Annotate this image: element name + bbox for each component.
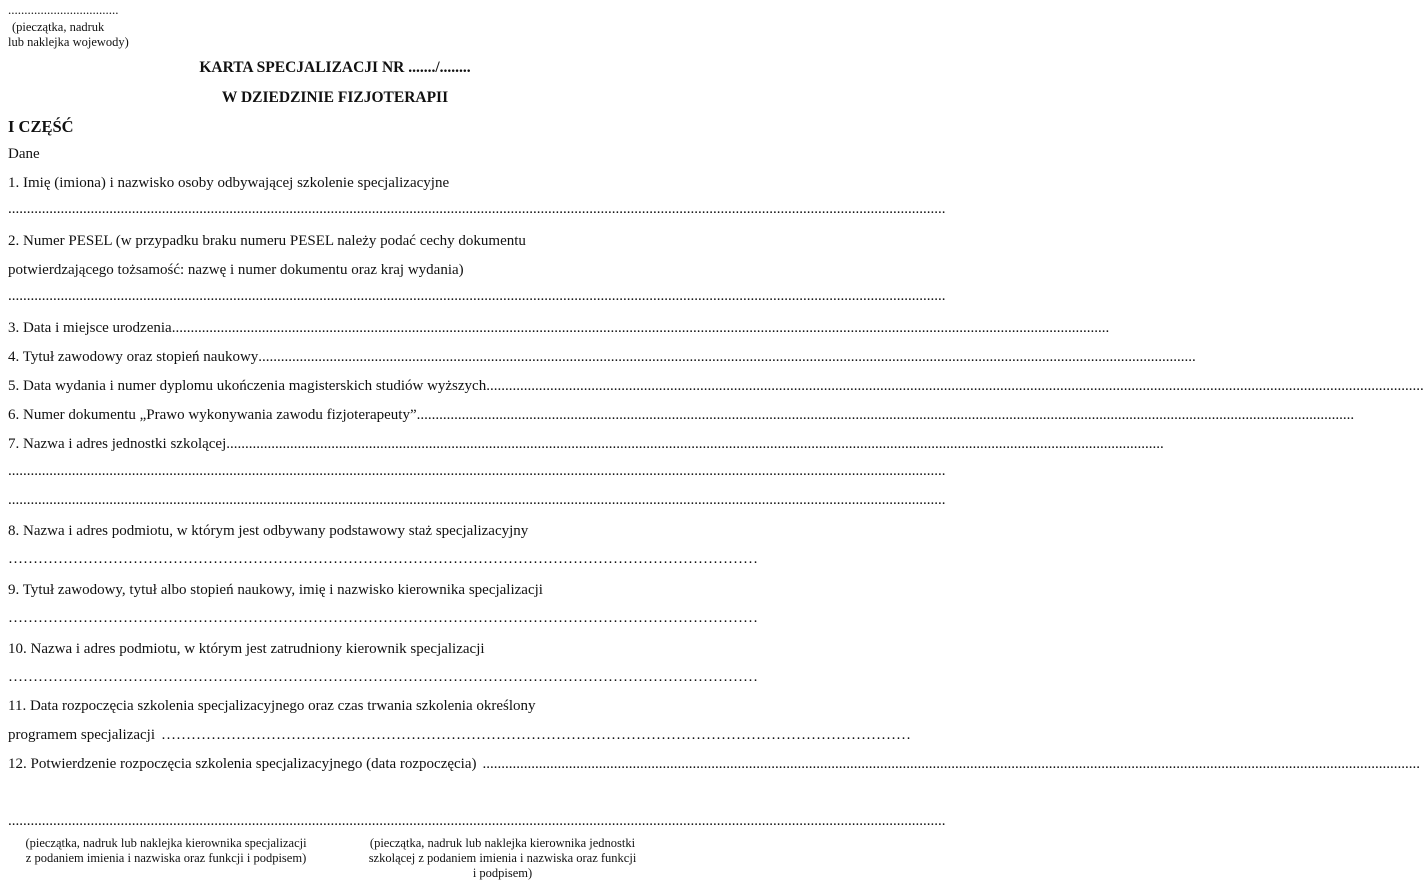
item-7-label: 7. Nazwa i adres jednostki szkolącej — [8, 436, 227, 452]
item-12-label: 12. Potwierdzenie rozpoczęcia szkolenia specjalizacyjnego (data rozpoczęcia) — [8, 756, 477, 772]
item-7-fill[interactable]: .......................................................................................................................................................................................................................................................... — [226, 436, 1164, 452]
signature-right-caption — [340, 836, 665, 881]
item-4-fill[interactable]: .......................................................................................................................................................................................................................................................... — [258, 349, 1196, 365]
item-1-fill-line[interactable]: .......................................................................................................................................................................................................................................................... — [8, 201, 946, 217]
signature-left-caption — [6, 836, 326, 866]
item-7-row — [8, 436, 1164, 453]
item-6-row — [8, 407, 1355, 424]
item-12-row — [8, 756, 1421, 773]
signature-dotted-line[interactable]: .......................................................................................................................................................................................................................................................... — [8, 813, 946, 829]
item-6-fill[interactable]: .......................................................................................................................................................................................................................................................... — [416, 407, 1355, 423]
stamp-dotted-line: .................................. — [8, 2, 119, 17]
stamp-caption-line1: (pieczątka, nadruk — [12, 20, 105, 34]
item-11-label-line1: 11. Data rozpoczęcia szkolenia specjalizacyjnego oraz czas trwania szkolenia określony — [8, 698, 536, 714]
item-12-fill[interactable]: .......................................................................................................................................................................................................................................................... — [482, 756, 1421, 772]
item-11-fill[interactable]: …………………………………………………………………………………………………………………………………… — [161, 727, 912, 743]
signature-left-caption-line1: (pieczątka, nadruk lub naklejka kierownika specjalizacji — [25, 836, 307, 850]
item-3-row — [8, 320, 1110, 337]
item-3-fill[interactable]: .......................................................................................................................................................................................................................................................... — [171, 320, 1110, 336]
document-subtitle: W DZIEDZINIE FIZJOTERAPII — [221, 89, 449, 106]
item-4-row — [8, 349, 1196, 366]
item-9-label: 9. Tytuł zawodowy, tytuł albo stopień naukowy, imię i nazwisko kierownika specjalizacji — [8, 582, 543, 598]
item-4-label: 4. Tytuł zawodowy oraz stopień naukowy — [8, 349, 259, 365]
item-11-label-line2: programem specjalizacji — [8, 727, 156, 743]
item-7-fill-line-2[interactable]: .......................................................................................................................................................................................................................................................... — [8, 463, 946, 479]
item-11-row-2 — [8, 727, 912, 744]
item-10-label: 10. Nazwa i adres podmiotu, w którym jest zatrudniony kierownik specjalizacji — [8, 641, 485, 657]
stamp-caption-line2: lub naklejka wojewody) — [8, 35, 129, 49]
signature-left-caption-line2: z podaniem imienia i nazwiska oraz funkcji i podpisem) — [25, 851, 307, 865]
item-2-fill-line[interactable]: .......................................................................................................................................................................................................................................................... — [8, 288, 946, 304]
item-7-fill-line-3[interactable]: .......................................................................................................................................................................................................................................................... — [8, 492, 946, 508]
item-1-label: 1. Imię (imiona) i nazwisko osoby odbywającej szkolenie specjalizacyjne — [8, 175, 450, 191]
signature-right-caption-line1: (pieczątka, nadruk lub naklejka kierownika jednostki — [369, 836, 636, 850]
item-3-label: 3. Data i miejsce urodzenia — [8, 320, 172, 336]
item-2-label-line1: 2. Numer PESEL (w przypadku braku numeru PESEL należy podać cechy dokumentu — [8, 233, 526, 249]
item-8-label: 8. Nazwa i adres podmiotu, w którym jest odbywany podstawowy staż specjalizacyjny — [8, 523, 529, 539]
item-10-fill-line[interactable]: …………………………………………………………………………………………………………………………………… — [8, 669, 758, 685]
item-2-label-line2: potwierdzającego tożsamość: nazwę i numer dokumentu oraz kraj wydania) — [8, 262, 464, 278]
item-6-label: 6. Numer dokumentu „Prawo wykonywania zawodu fizjoterapeuty” — [8, 407, 417, 423]
signature-right-caption-line2: szkolącej z podaniem imienia i nazwiska oraz funkcji — [368, 851, 637, 865]
item-5-fill[interactable]: .......................................................................................................................................................................................................................................................... — [486, 378, 1424, 394]
item-5-row — [8, 378, 1424, 395]
document-title: KARTA SPECJALIZACJI NR ......./........ — [199, 59, 471, 76]
item-8-fill-line[interactable]: …………………………………………………………………………………………………………………………………… — [8, 551, 758, 567]
item-9-fill-line[interactable]: …………………………………………………………………………………………………………………………………… — [8, 610, 758, 626]
item-5-label: 5. Data wydania i numer dyplomu ukończenia magisterskich studiów wyższych — [8, 378, 487, 394]
signature-right-caption-line3: i podpisem) — [472, 866, 533, 880]
dane-label: Dane — [8, 146, 40, 162]
section-title: I CZĘŚĆ — [8, 117, 74, 136]
